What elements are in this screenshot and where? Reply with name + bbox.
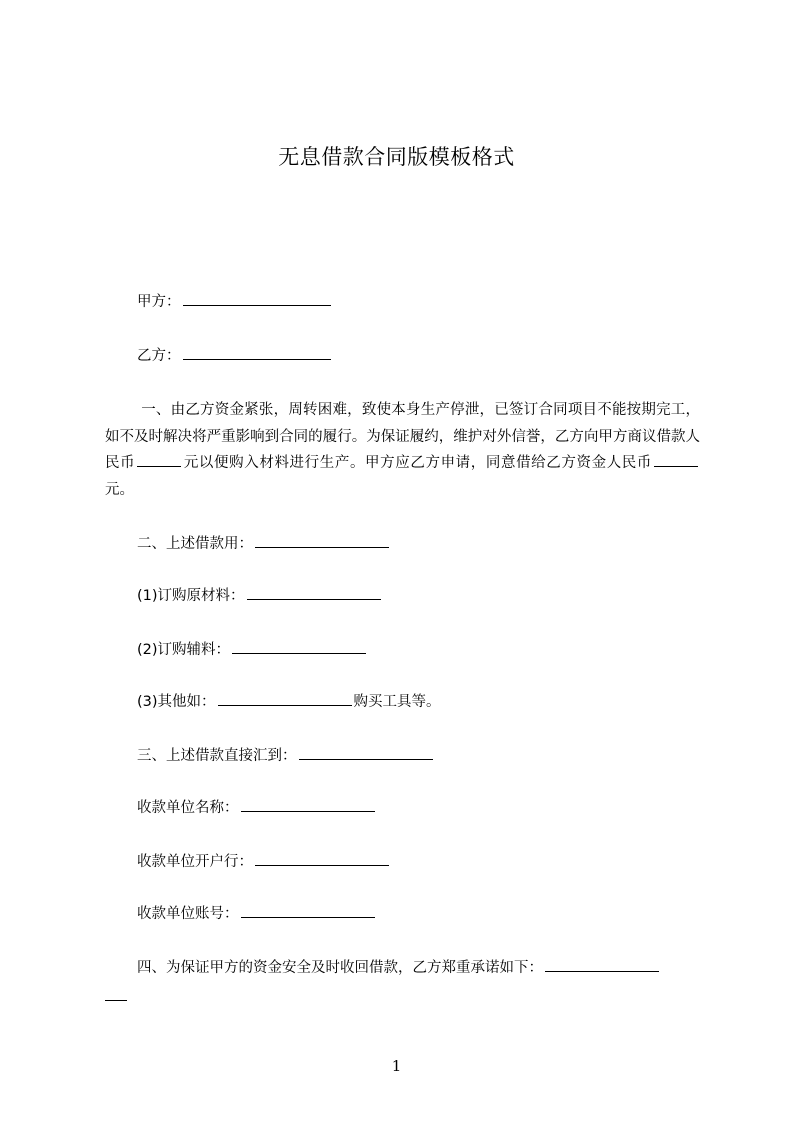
clause-2-blank [255, 533, 389, 548]
payee-name-line [137, 797, 377, 818]
clause-2-item-1-blank [247, 585, 381, 600]
clause-2-item-1-label: (1)订购原材料： [137, 588, 245, 604]
clause-2-item-3 [137, 691, 441, 712]
clause-2-item-3-label: (3)其他如： [137, 694, 216, 710]
payee-account-blank [241, 903, 375, 918]
payee-name-blank [241, 797, 375, 812]
payee-bank-line [137, 851, 391, 872]
payee-bank-blank [255, 851, 389, 866]
party-a-line [137, 291, 333, 312]
clause-1-paragraph [105, 397, 700, 503]
clause-4-blank [545, 957, 659, 972]
clause-1-text-1: 一、由乙方资金紧张，周转困难，致使本身生产停泄，已签订合同项目不能按期完工，如不及时解决将严重影响到合同的履行。为保证履约，维护对外信誉，乙方向甲方商议借款人民币 [105, 402, 700, 471]
clause-2-label: 二、上述借款用： [137, 536, 253, 552]
clause-1-text-3: 元。 [105, 481, 134, 498]
payee-account-label: 收款单位账号： [137, 906, 239, 922]
party-b-blank [183, 345, 331, 360]
clause-2-item-3-blank [218, 691, 352, 706]
clause-2-item-3-suffix: 购买工具等。 [353, 694, 441, 710]
clause-2-line [137, 533, 391, 554]
clause-4-text: 四、为保证甲方的资金安全及时收回借款，乙方郑重承诺如下： [137, 960, 543, 976]
loan-amount-blank [137, 452, 181, 467]
clause-1-text-2: 元以便购入材料进行生产。甲方应乙方申请，同意借给乙方资金人民币 [183, 455, 653, 471]
party-a-blank [183, 291, 331, 306]
party-b-label: 乙方： [137, 348, 181, 364]
payee-account-line [137, 903, 377, 924]
party-b-line [137, 345, 333, 366]
document-title: 无息借款合同版模板格式 [278, 145, 515, 169]
clause-4-blank-continued [105, 999, 127, 1001]
clause-3-label: 三、上述借款直接汇到： [137, 748, 297, 764]
lent-amount-blank [654, 452, 698, 467]
clause-4-line [137, 957, 661, 978]
clause-2-item-2-label: (2)订购辅料： [137, 642, 231, 658]
payee-bank-label: 收款单位开户行： [137, 854, 253, 870]
party-a-label: 甲方： [137, 294, 181, 310]
clause-3-blank [299, 745, 433, 760]
clause-2-item-2-blank [232, 639, 366, 654]
clause-2-item-1 [137, 585, 383, 606]
clause-2-item-2 [137, 639, 368, 660]
clause-3-line [137, 745, 435, 766]
payee-name-label: 收款单位名称： [137, 800, 239, 816]
page-number: 1 [391, 1057, 402, 1075]
